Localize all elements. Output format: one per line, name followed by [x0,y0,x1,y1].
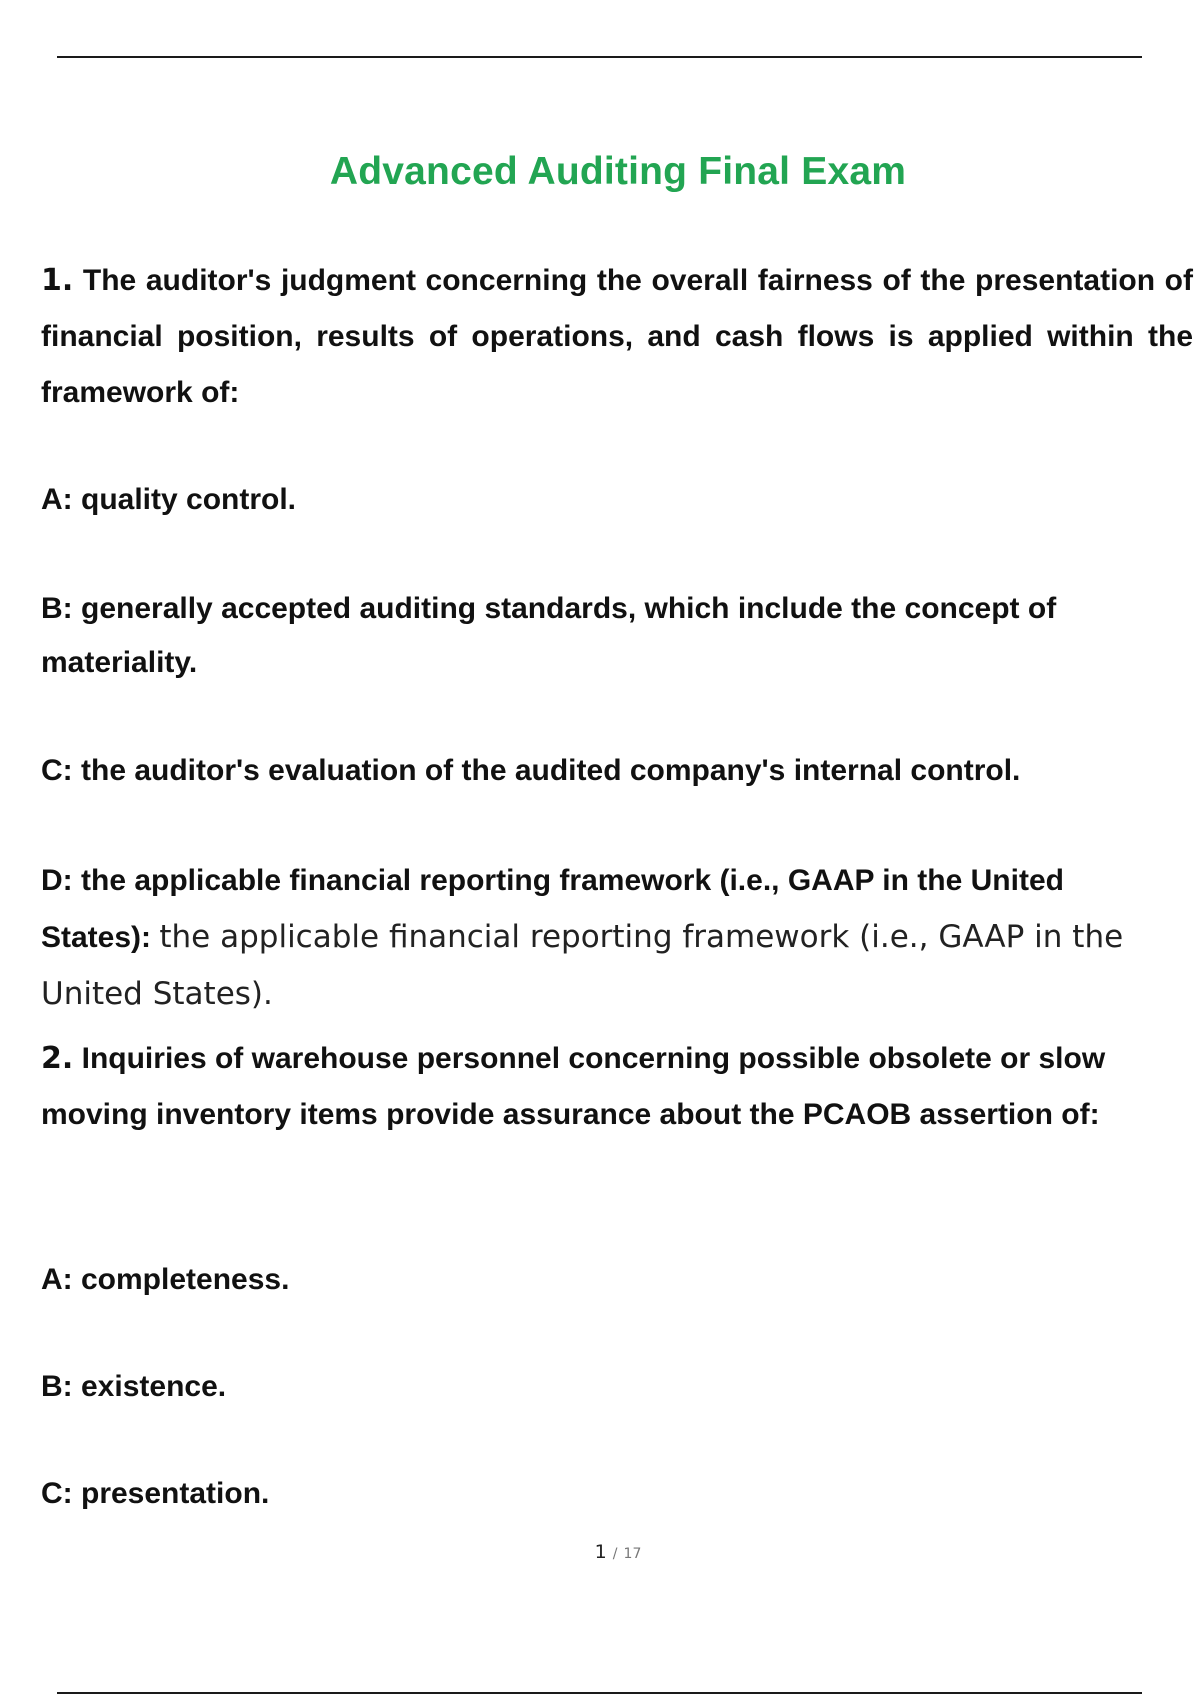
current-page: 1 [594,1541,607,1563]
question-1 [41,253,1193,421]
question-number: 2. [41,1041,74,1076]
option-label: B: [41,592,73,625]
option-label: A: [41,483,73,516]
question-2-option-a [41,1252,1171,1307]
question-2-option-c [41,1466,1171,1521]
option-label: C: [41,754,73,787]
option-text: the auditor's evaluation of the audited company's internal control. [81,754,1021,787]
top-divider [57,56,1142,58]
option-label: A: [41,1263,73,1296]
option-label: D: [41,864,73,897]
option-label: B: [41,1370,73,1403]
question-1-option-a [41,472,1171,527]
question-2 [41,1031,1141,1143]
question-1-option-c [41,743,1171,798]
page-indicator [0,1541,1200,1563]
page-title: Advanced Auditing Final Exam [329,150,907,193]
option-text: the applicable financial reporting framework (i.e., GAAP in the United States): [41,864,1064,954]
total-pages: 17 [623,1546,642,1562]
option-text: existence. [81,1370,227,1403]
option-text: completeness. [81,1263,290,1296]
question-1-option-d [41,853,1171,1023]
option-text: quality control. [81,483,297,516]
answer-text: the applicable financial reporting framework (i.e., GAAP in the United States). [41,919,1124,1012]
bottom-divider [57,1692,1142,1694]
question-text: Inquiries of warehouse personnel concerning possible obsolete or slow moving inventory items provide assurance about the PCAOB assertion of: [41,1042,1106,1131]
question-2-option-b [41,1359,1171,1414]
question-text: The auditor's judgment concerning the overall fairness of the presentation of financial position, results of operations, and cash flows is applied within the framework of: [41,264,1193,409]
question-1-option-b [41,582,1121,690]
question-number: 1. [41,263,74,298]
option-text: presentation. [81,1477,270,1510]
option-text: generally accepted auditing standards, which include the concept of materiality. [41,592,1057,679]
page-separator: / [612,1546,618,1562]
option-label: C: [41,1477,73,1510]
